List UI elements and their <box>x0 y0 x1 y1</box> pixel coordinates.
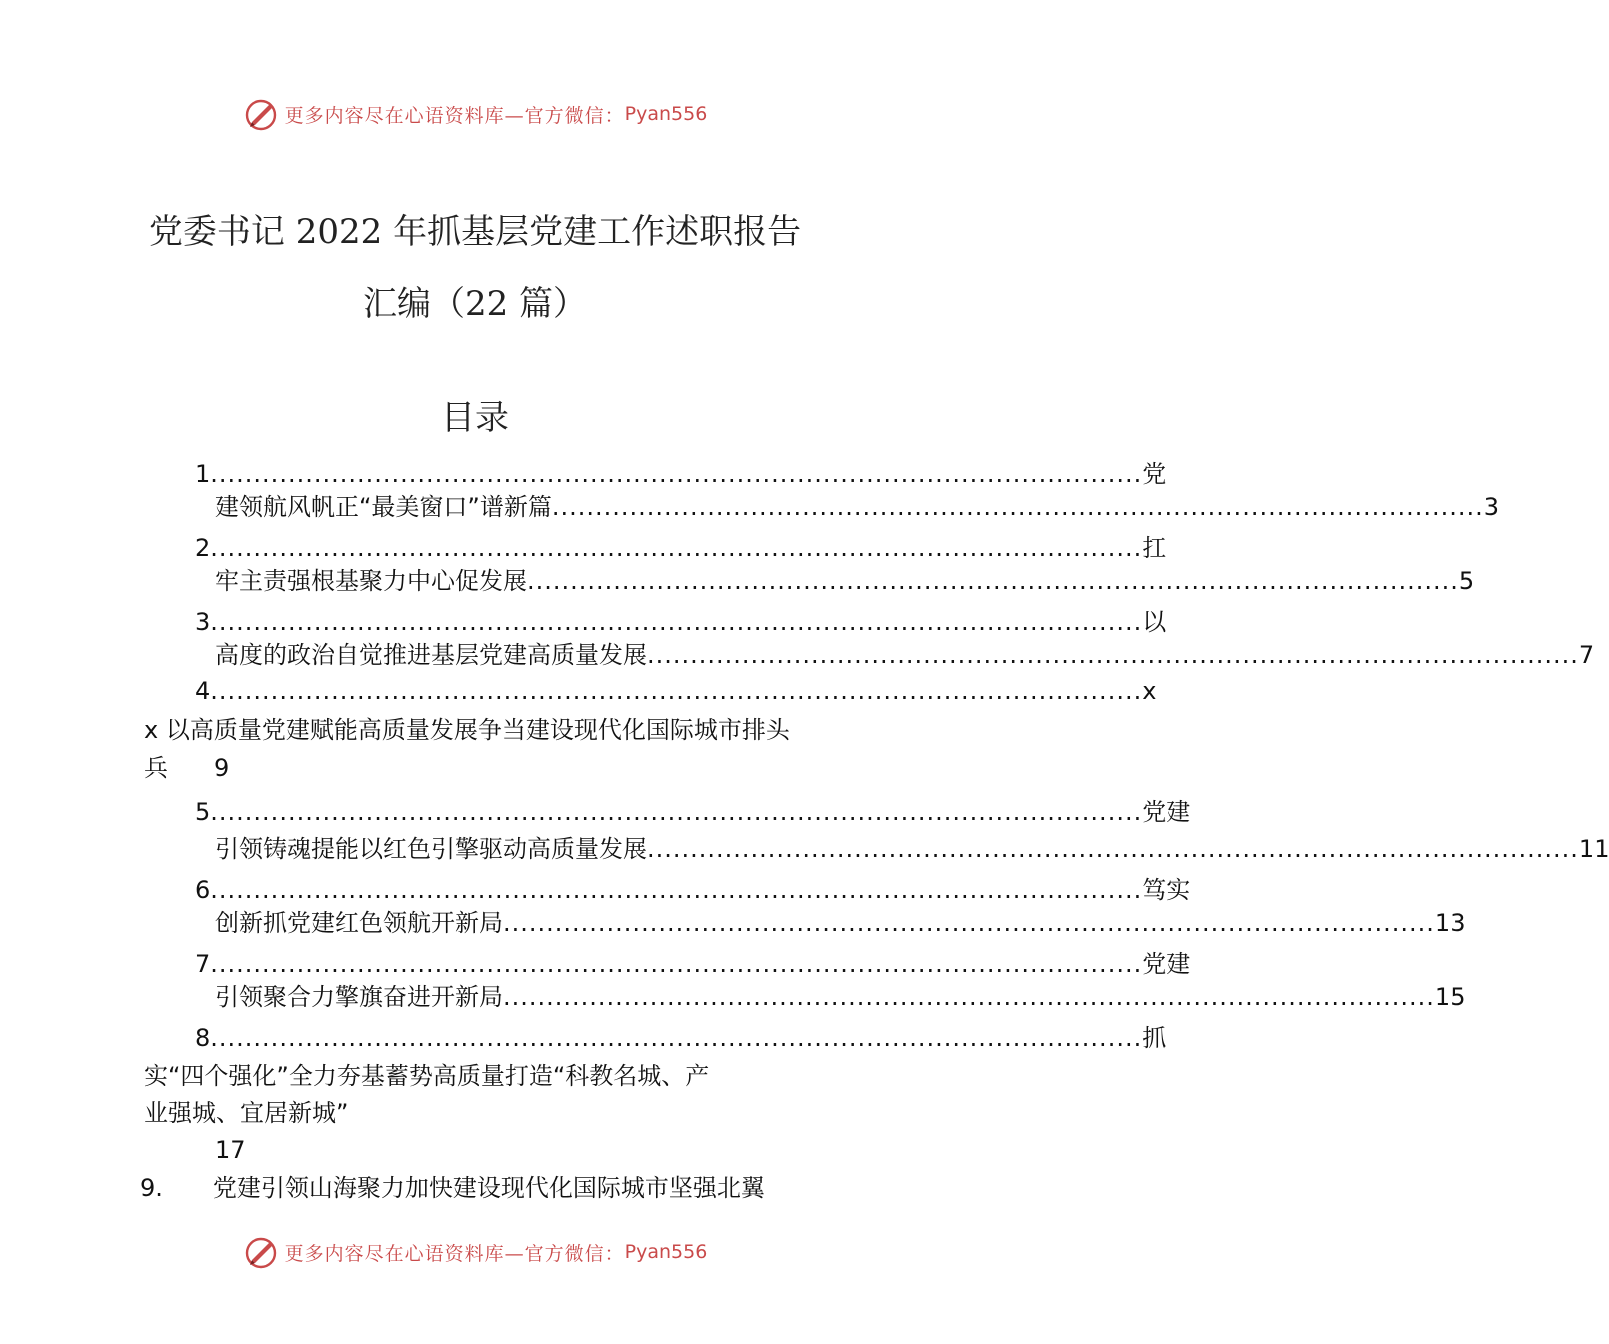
toc-entry-6-line2[interactable]: 创新抓党建红色领航开新局 ............................................................................................................ 13 <box>215 909 1466 937</box>
dot-leader: ............................................................................................................ <box>503 909 1435 937</box>
banner-wechat-id: Pyan556 <box>624 103 708 125</box>
dot-leader: ............................................................................................................ <box>210 608 1143 636</box>
dot-leader: ............................................................................................................ <box>647 641 1579 669</box>
toc-entry-1-line1[interactable]: 1 ............................................................................................................ 党 <box>195 460 1167 488</box>
toc-entry-1-line2[interactable]: 建领航风帆正“最美窗口”谱新篇 ............................................................................................................ 3 <box>215 493 1500 521</box>
dot-leader: ............................................................................................................ <box>210 534 1143 562</box>
dot-leader: ............................................................................................................ <box>527 567 1459 595</box>
toc-entry-6-line1[interactable]: 6 ............................................................................................................ 笃实 <box>195 876 1191 904</box>
toc-entry-5-line1[interactable]: 5 ............................................................................................................ 党建 <box>195 798 1191 826</box>
dot-leader: ............................................................................................................ <box>210 798 1143 826</box>
toc-entry-8-line3[interactable]: 业强城、宜居新城” <box>144 1099 349 1127</box>
toc-entry-4-line3[interactable]: 兵 9 <box>144 754 230 782</box>
page-number: 15 <box>1434 983 1466 1011</box>
dot-leader: ............................................................................................................ <box>551 493 1484 521</box>
document-title-line1: 党委书记 2022 年抓基层党建工作述职报告 <box>148 212 802 252</box>
toc-entry-8-line2[interactable]: 实“四个强化”全力夯基蓄势高质量打造“科教名城、产 <box>144 1062 710 1090</box>
dot-leader: ............................................................................................................ <box>210 460 1143 488</box>
page-number: 9 <box>214 754 230 782</box>
page-number: 13 <box>1434 909 1466 937</box>
dot-leader: ............................................................................................................ <box>210 950 1143 978</box>
page-number: 3 <box>1483 493 1500 521</box>
toc-entry-2-line1[interactable]: 2 ............................................................................................................ 扛 <box>195 534 1167 562</box>
toc-entry-3-line1[interactable]: 3 ............................................................................................................ 以 <box>195 608 1167 636</box>
toc-entry-4-line2[interactable]: x 以高质量党建赋能高质量发展争当建设现代化国际城市排头 <box>144 716 790 744</box>
toc-entry-7-line2[interactable]: 引领聚合力擎旗奋进开新局 ............................................................................................................ 15 <box>215 983 1466 1011</box>
toc-entry-4-line1[interactable]: 4 ............................................................................................................ x <box>195 677 1157 705</box>
dot-leader: ............................................................................................................ <box>210 876 1143 904</box>
header-banner <box>0 94 950 134</box>
page-number: 17 <box>215 1136 246 1164</box>
toc-entry-8-line1[interactable]: 8 ............................................................................................................ 抓 <box>195 1024 1167 1052</box>
toc-entry-2-line2[interactable]: 牢主责强根基聚力中心促发展 ............................................................................................................ 5 <box>215 567 1475 595</box>
footer-banner <box>0 1232 950 1272</box>
pen-logo-icon <box>243 96 279 132</box>
page-number: 11 <box>1578 835 1609 863</box>
banner-wechat-id: Pyan556 <box>624 1241 708 1263</box>
pen-logo-icon <box>243 1234 279 1270</box>
toc-entry-9[interactable]: 9. 党建引领山海聚力加快建设现代化国际城市坚强北翼 <box>140 1174 765 1202</box>
page-number: 5 <box>1458 567 1475 595</box>
toc-heading: 目录 <box>441 398 509 438</box>
banner-text: 更多内容尽在心语资料库—官方微信： <box>284 104 625 127</box>
dot-leader: ............................................................................................................ <box>210 1024 1143 1052</box>
banner-text: 更多内容尽在心语资料库—官方微信： <box>284 1242 625 1265</box>
dot-leader: ............................................................................................................ <box>503 983 1435 1011</box>
page-number: 7 <box>1578 641 1595 669</box>
dot-leader: ............................................................................................................ <box>647 835 1579 863</box>
toc-entry-3-line2[interactable]: 高度的政治自觉推进基层党建高质量发展 ............................................................................................................ 7 <box>215 641 1595 669</box>
dot-leader: ............................................................................................................ <box>210 677 1143 705</box>
document-title-line2: 汇编（22 篇） <box>362 284 588 324</box>
toc-entry-7-line1[interactable]: 7 ............................................................................................................ 党建 <box>195 950 1191 978</box>
toc-entry-5-line2[interactable]: 引领铸魂提能以红色引擎驱动高质量发展 ............................................................................................................ 11 <box>215 835 1609 863</box>
